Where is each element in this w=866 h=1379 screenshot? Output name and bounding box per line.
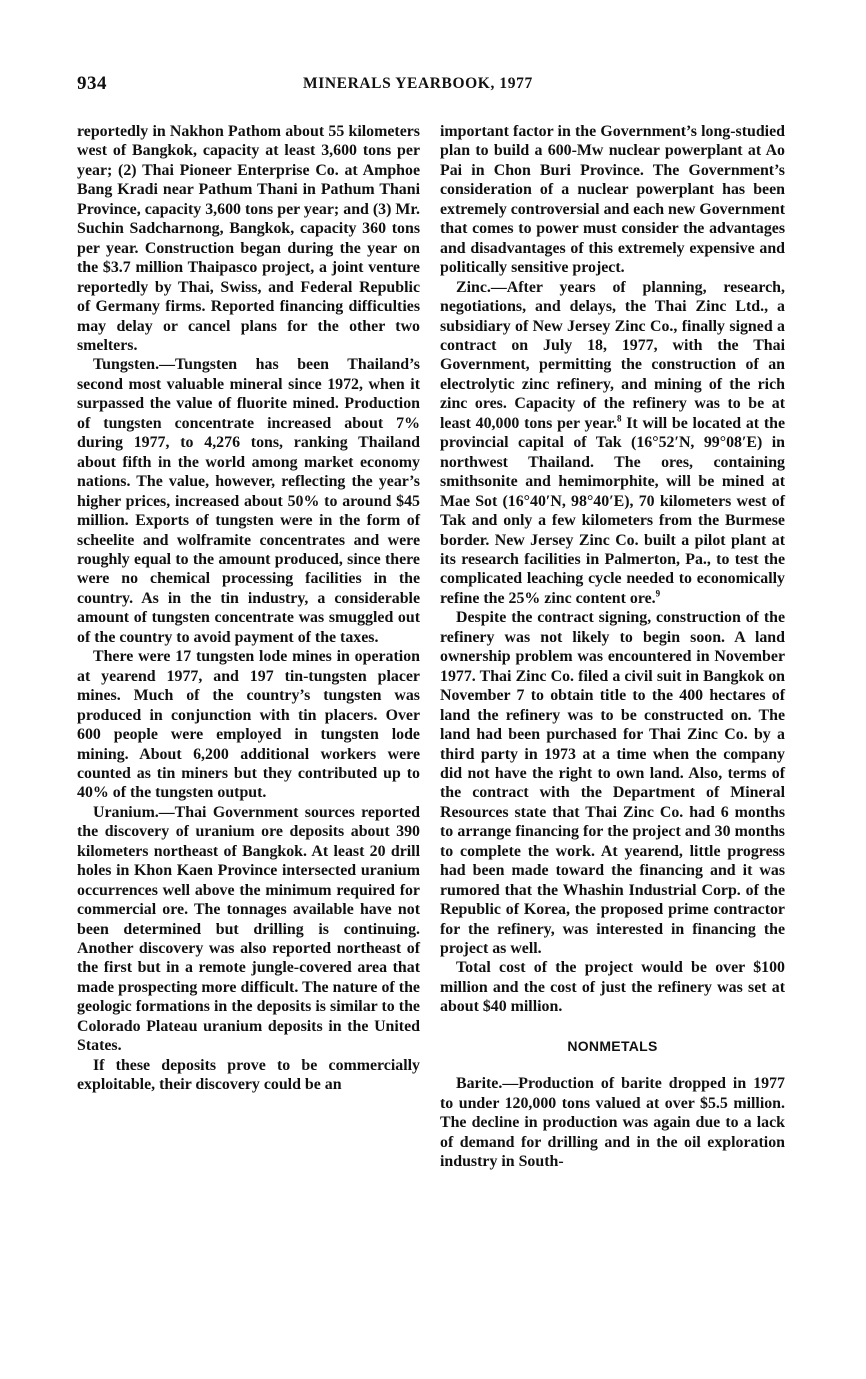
paragraph-contract-signing: Despite the contract signing, construction of the refinery was not likely to begin soon. A land ownership problem was encountered in November 1977. Thai Zinc Co. filed a civil suit in Bangkok on November 7 to obtain title to the 400 hectares of land the refinery was to be constructed on. The land had been purchased for Thai Zinc Co. by a third party in 1973 at a time when the company did not have the right to own land. Also, terms of the contract with the Department of Mineral Resources state that Thai Zinc Co. had 6 months to arrange financing for the project and 30 months to complete the work. At yearend, little progress had been made toward the financing and it was rumored that the Whashin Industrial Corp. of the Republic of Korea, the proposed prime contractor for the refinery, was interested in financing the project as well.: [440, 609, 785, 958]
paragraph-uranium-exploitable: If these deposits prove to be commercially exploitable, their discovery could be an: [77, 1056, 420, 1094]
run-in-heading-barite: Barite.—: [456, 1075, 519, 1093]
right-column: [440, 122, 785, 1172]
paragraph-tungsten: [77, 355, 420, 647]
paragraph-smelters: reportedly in Nakhon Pathom about 55 kilometers west of Bangkok, capacity at least 3,600 tons per year; (2) Thai Pioneer Enterprise Co. at Amphoe Bang Kradi near Pathum Thani in Pathum Thani Province, capacity 3,600 tons per year; and (3) Mr. Suchin Sadcharnong, Bangkok, capacity 360 tons per year. Construction began during the year on the $3.7 million Thaipasco project, a joint venture reportedly by Thai, Swiss, and Federal Republic of Germany firms. Reported financing difficulties may delay or cancel plans for the other two smelters.: [77, 123, 420, 354]
footnote-ref-9: 9: [655, 588, 661, 599]
run-in-heading-tungsten: Tungsten.—: [93, 356, 175, 374]
paragraph-barite: [440, 1074, 785, 1171]
tungsten-text: Tungsten has been Thailand’s second most valuable mineral since 1972, when it surpassed the value of fluorite mined. Production of tungsten concentrate increased about 7% during 1977, to 4,276 tons, ranking Thailand about fifth in the world among market economy nations. The value, however, reflecting the year’s higher prices, increased about 50% to around $45 million. Exports of tungsten were in the form of scheelite and wolframite concentrates and were roughly equal to the amount produced, since there were no chemical processing facilities in the country. As in the tin industry, a considerable amount of tungsten concentrate was smuggled out of the country to avoid payment of the taxes.: [77, 356, 420, 646]
barite-text: Production of barite dropped in 1977 to under 120,000 tons valued at over $5.5 million. The decline in production was again due to a lack of demand for drilling and in the oil exploration industry in South-: [440, 1075, 785, 1171]
left-column: [77, 122, 420, 1095]
paragraph-uranium: [77, 803, 420, 1056]
page-number: 934: [77, 73, 107, 94]
paragraph-tungsten-mines: There were 17 tungsten lode mines in operation at yearend 1977, and 197 tin-tungsten placer mines. Much of the country’s tungsten was produced in conjunction with tin placers. Over 600 people were employed in tungsten lode mining. About 6,200 additional workers were counted as tin miners but they contributed up to 40% of the tungsten output.: [77, 648, 420, 802]
uranium-text: Thai Government sources reported the discovery of uranium ore deposits about 390 kilometers northeast of Bangkok. At least 20 drill holes in Khon Kaen Province intersected uranium occurrences well above the minimum required for commercial ore. The tonnages available have not been determined but drilling is continuing. Another discovery was also reported northeast of the first but in a remote jungle-covered area that made prospecting more difficult. The nature of the geologic formations in the deposits is similar to the Colorado Plateau uranium deposits in the United States.: [77, 803, 420, 1055]
zinc-text-a: After years of planning, research, negotiations, and delays, the Thai Zinc Ltd., a subsidiary of New Jersey Zinc Co., finally signed a contract on July 18, 1977, with the Thai Government, permitting the construction of an electrolytic zinc refinery, and mining of the rich zinc ores. Capacity of the refinery was to be at least 40,000 tons per year.: [440, 278, 785, 432]
paragraph-nuclear-plan: important factor in the Government’s long-studied plan to build a 600-Mw nuclear powerplant at Ao Pai in Chon Buri Province. The Government’s consideration of a nuclear powerplant has been extremely controversial and each new Government that comes to power must consider the advantages and disadvantages of this extremely expensive and politically sensitive project.: [440, 123, 785, 277]
run-in-heading-zinc: Zinc.—: [456, 278, 507, 296]
zinc-text-b: It will be located at the provincial capital of Tak (16°52′N, 99°08′E) in northwest Thailand. The ores, containing smithsonite and hemimorphite, will be mined at Mae Sot (16°40′N, 98°40′E), 70 kilometers west of Tak and only a few kilometers from the Burmese border. New Jersey Zinc Co. built a pilot plant at its research facilities in Palmerton, Pa., to test the complicated leaching cycle needed to economically refine the 25% zinc content ore.: [440, 414, 786, 607]
footnote-ref-8: 8: [617, 413, 622, 424]
paragraph-total-cost: Total cost of the project would be over $100 million and the cost of just the refinery was set at about $40 million.: [440, 959, 785, 1016]
section-heading-nonmetals: NONMETALS: [567, 1037, 658, 1054]
run-in-heading-uranium: Uranium.—: [93, 803, 175, 821]
paragraph-zinc: [440, 278, 785, 609]
running-head: MINERALS YEARBOOK, 1977: [303, 75, 533, 92]
